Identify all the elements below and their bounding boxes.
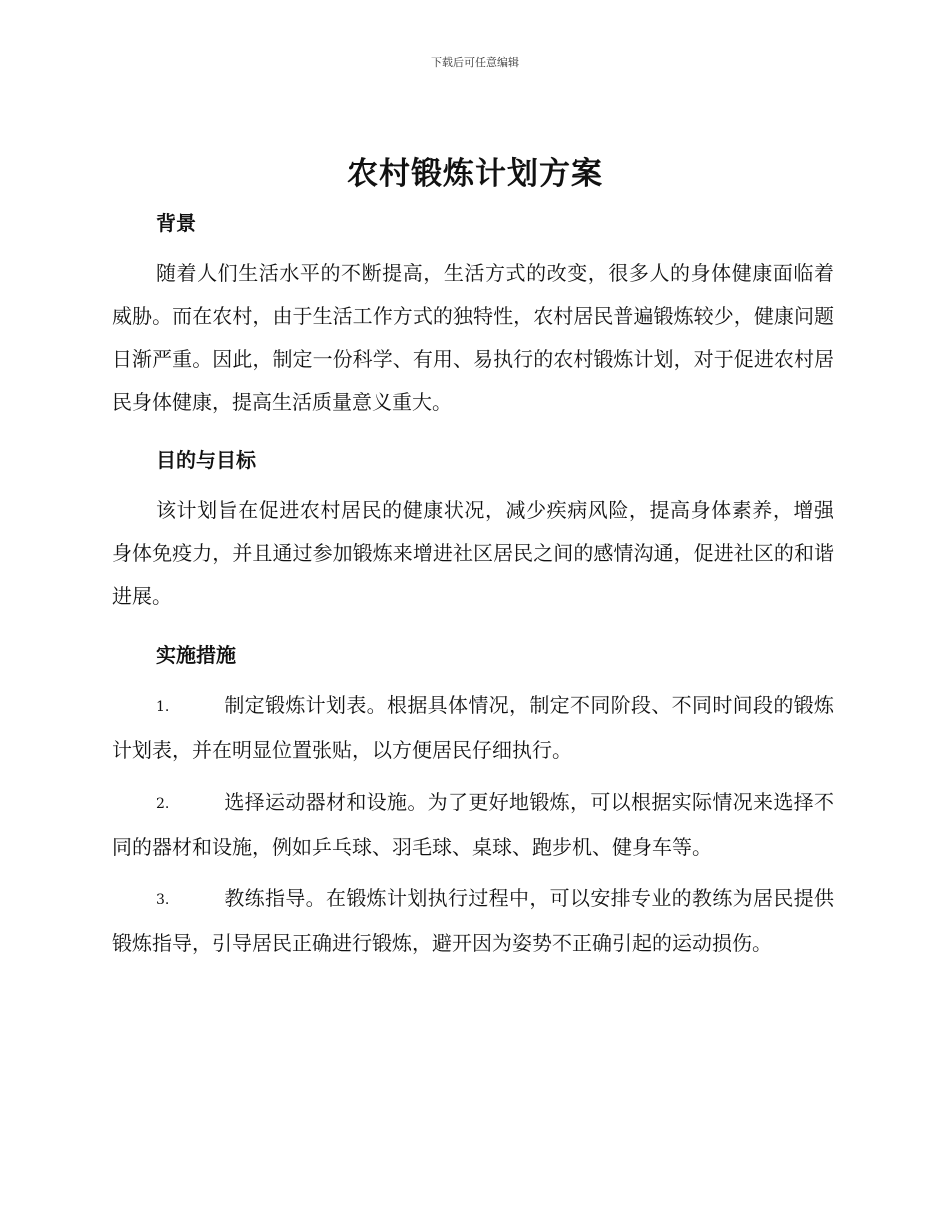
list-item-number: 1. xyxy=(156,699,170,715)
list-item-text: 教练指导。在锻炼计划执行过程中，可以安排专业的教练为居民提供锻炼指导，引导居民正确进行锻炼，避开因为姿势不正确引起的运动损伤。 xyxy=(112,886,834,955)
heading-goals: 目的与目标 xyxy=(156,448,256,472)
list-item-2 xyxy=(112,781,834,869)
heading-measures: 实施措施 xyxy=(156,643,236,667)
list-item-number: 3. xyxy=(156,892,170,908)
list-item-1 xyxy=(112,684,834,772)
list-item-text: 选择运动器材和设施。为了更好地锻炼，可以根据实际情况来选择不同的器材和设施，例如乒乓球、羽毛球、桌球、跑步机、健身车等。 xyxy=(112,790,834,859)
paragraph-goals: 该计划旨在促进农村居民的健康状况，减少疾病风险，提高身体素养，增强身体免疫力，并且通过参加锻炼来增进社区居民之间的感情沟通，促进社区的和谐进展。 xyxy=(112,498,834,608)
heading-background: 背景 xyxy=(156,211,196,235)
paragraph-background: 随着人们生活水平的不断提高，生活方式的改变，很多人的身体健康面临着威胁。而在农村，由于生活工作方式的独特性，农村居民普遍锻炼较少，健康问题日渐严重。因此，制定一份科学、有用、易执行的农村锻炼计划，对于促进农村居民身体健康，提高生活质量意义重大。 xyxy=(112,261,834,414)
list-item-number: 2. xyxy=(156,796,170,812)
list-item-3 xyxy=(112,877,834,965)
header-note: 下载后可任意编辑 xyxy=(431,56,519,69)
list-item-text: 制定锻炼计划表。根据具体情况，制定不同阶段、不同时间段的锻炼计划表，并在明显位置张贴，以方便居民仔细执行。 xyxy=(112,693,834,762)
document-title: 农村锻炼计划方案 xyxy=(347,156,603,192)
